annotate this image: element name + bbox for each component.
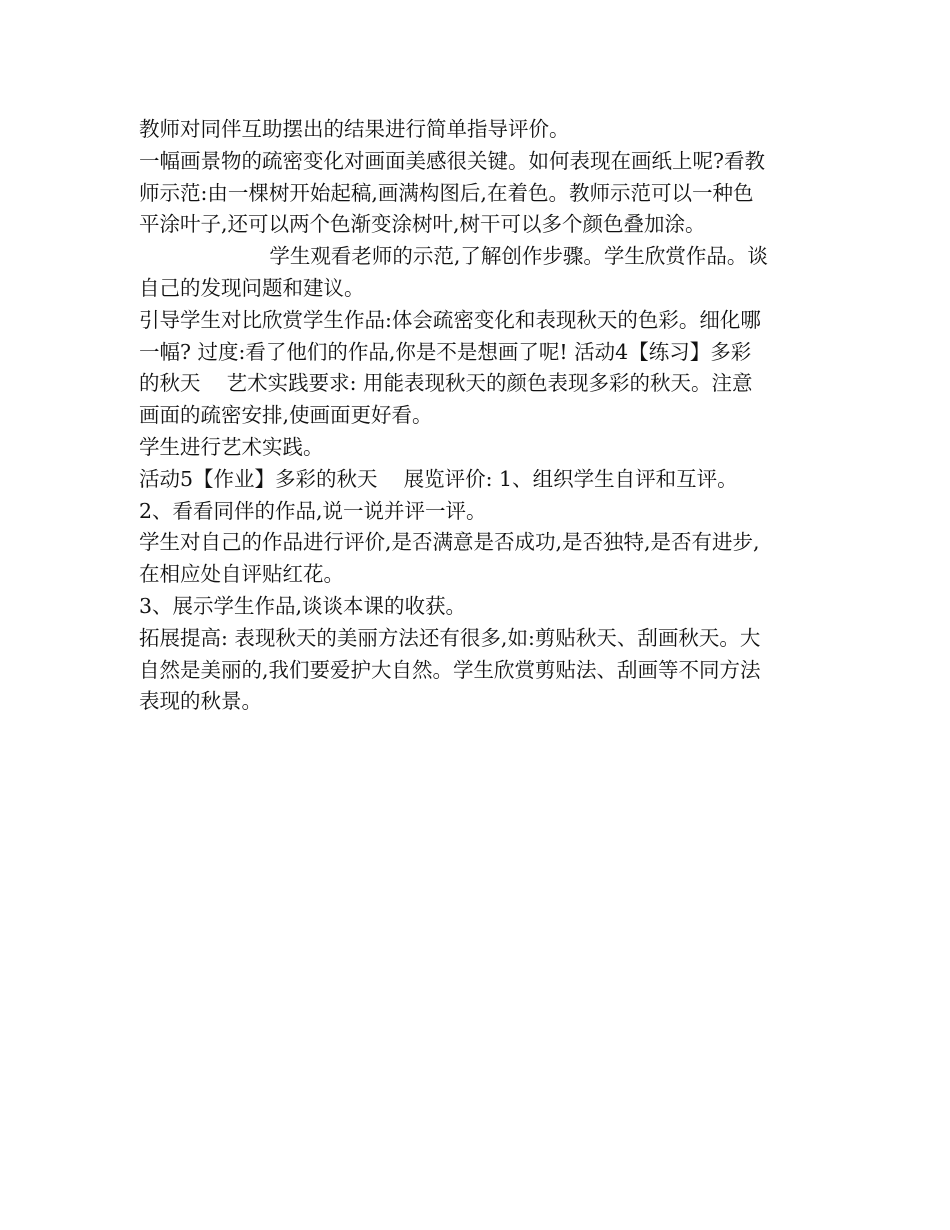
text-line: 活动5【作业】多彩的秋天 展览评价: 1、组织学生自评和互评。: [139, 466, 738, 491]
text-line: 自己的发现问题和建议。: [139, 275, 365, 300]
document-body: [139, 114, 819, 718]
text-line: 的秋天 艺术实践要求: 用能表现秋天的颜色表现多彩的秋天。注意: [139, 371, 753, 396]
text-line: 自然是美丽的,我们要爱护大自然。学生欣赏剪贴法、刮画等不同方法: [139, 657, 761, 682]
text-line: 在相应处自评贴红花。: [139, 562, 344, 587]
text-line: 师示范:由一棵树开始起稿,画满构图后,在着色。教师示范可以一种色: [139, 180, 754, 205]
text-line: 画面的疏密安排,使画面更好看。: [139, 403, 433, 428]
text-line: 学生观看老师的示范,了解创作步骤。学生欣赏作品。谈: [139, 244, 768, 269]
text-line: 表现的秋景。: [139, 689, 262, 714]
text-line: 一幅画景物的疏密变化对画面美感很关键。如何表现在画纸上呢?看教: [139, 148, 765, 173]
text-line: 引导学生对比欣赏学生作品:体会疏密变化和表现秋天的色彩。细化哪: [139, 307, 761, 332]
text-line: 一幅? 过度:看了他们的作品,你是不是想画了呢! 活动4【练习】多彩: [139, 339, 752, 364]
text-line: 2、看看同伴的作品,说一说并评一评。: [139, 498, 487, 523]
text-line: 拓展提高: 表现秋天的美丽方法还有很多,如:剪贴秋天、刮画秋天。大: [139, 625, 761, 650]
text-line: 平涂叶子,还可以两个色渐变涂树叶,树干可以多个颜色叠加涂。: [139, 212, 706, 237]
text-line: 学生对自己的作品进行评价,是否满意是否成功,是否独特,是否有进步,: [139, 530, 760, 555]
text-line: 3、展示学生作品,谈谈本课的收获。: [139, 593, 467, 618]
text-line: 学生进行艺术实践。: [139, 434, 324, 459]
text-line: 教师对同伴互助摆出的结果进行简单指导评价。: [139, 117, 570, 141]
